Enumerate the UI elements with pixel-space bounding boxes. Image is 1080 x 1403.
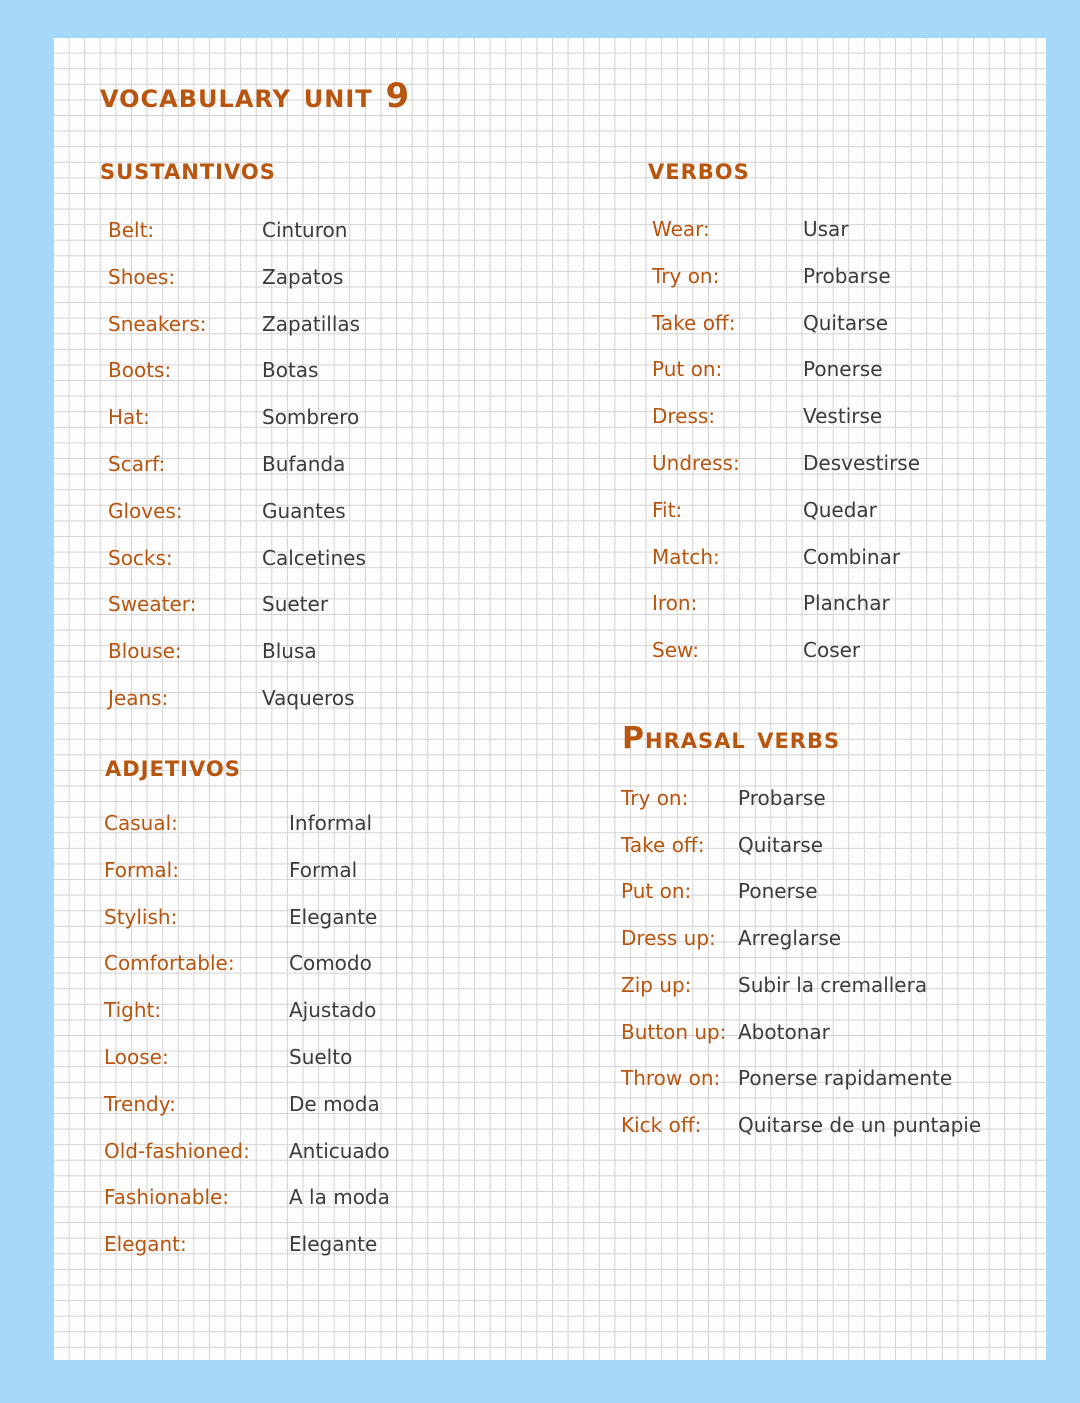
vocab-definition: De moda bbox=[289, 1091, 380, 1116]
vocab-row bbox=[652, 264, 1072, 294]
vocab-definition: Quitarse de un puntapie bbox=[738, 1112, 982, 1137]
vocab-row bbox=[108, 639, 528, 669]
vocab-term: Fit: bbox=[652, 497, 683, 522]
vocab-term: Stylish: bbox=[104, 904, 178, 929]
vocab-definition: Elegante bbox=[289, 904, 378, 929]
vocab-definition: Cinturon bbox=[262, 218, 348, 242]
vocab-row bbox=[621, 926, 1041, 956]
vocab-definition: Anticuado bbox=[289, 1138, 390, 1163]
vocab-definition: Quitarse bbox=[803, 310, 889, 335]
vocab-row bbox=[621, 973, 1041, 1003]
vocab-definition: Sombrero bbox=[262, 405, 360, 430]
vocab-term: Casual: bbox=[104, 811, 178, 835]
vocab-row bbox=[104, 1139, 524, 1169]
vocab-term: Put on: bbox=[621, 879, 692, 904]
vocab-definition: Quedar bbox=[803, 497, 877, 522]
page-title: vocabulary unit 9 bbox=[100, 76, 411, 116]
vocab-row bbox=[108, 546, 528, 576]
vocab-definition: Comodo bbox=[289, 951, 372, 976]
vocab-definition: Zapatillas bbox=[262, 311, 361, 336]
vocab-row bbox=[104, 858, 524, 888]
vocab-row bbox=[104, 998, 524, 1028]
vocab-definition: Desvestirse bbox=[803, 451, 921, 475]
vocab-row bbox=[652, 638, 1072, 668]
vocab-row bbox=[108, 312, 528, 342]
vocab-term: Sweater: bbox=[108, 592, 197, 617]
vocab-row bbox=[104, 1232, 524, 1262]
vocab-definition: Combinar bbox=[803, 544, 901, 569]
vocab-term: Hat: bbox=[108, 405, 150, 430]
vocab-row bbox=[621, 1113, 1041, 1143]
vocab-term: Dress: bbox=[652, 404, 716, 429]
vocab-definition: Guantes bbox=[262, 498, 346, 523]
vocab-row bbox=[104, 951, 524, 981]
vocab-row bbox=[108, 358, 528, 388]
vocab-term: Put on: bbox=[652, 357, 723, 382]
vocab-term: Scarf: bbox=[108, 452, 166, 476]
vocab-term: Elegant: bbox=[104, 1232, 187, 1257]
vocab-definition: Planchar bbox=[803, 591, 890, 616]
vocab-term: Boots: bbox=[108, 358, 172, 383]
vocab-row bbox=[621, 833, 1041, 863]
vocab-row bbox=[652, 404, 1072, 434]
heading-verbos: verbos bbox=[648, 152, 750, 187]
vocab-term: Shoes: bbox=[108, 264, 176, 289]
vocab-definition: Sueter bbox=[262, 592, 329, 617]
vocab-definition: Vaqueros bbox=[262, 686, 355, 710]
vocab-term: Blouse: bbox=[108, 639, 182, 664]
vocab-term: Trendy: bbox=[104, 1091, 176, 1116]
vocab-definition: A la moda bbox=[289, 1185, 390, 1210]
vocab-term: Jeans: bbox=[108, 686, 169, 710]
vocab-term: Formal: bbox=[104, 857, 179, 882]
vocab-term: Kick off: bbox=[621, 1112, 702, 1137]
vocab-definition: Informal bbox=[289, 811, 373, 835]
vocab-definition: Usar bbox=[803, 217, 849, 241]
vocab-term: Sew: bbox=[652, 638, 700, 663]
vocab-row bbox=[621, 1020, 1041, 1050]
vocab-term: Undress: bbox=[652, 451, 740, 475]
vocab-definition: Bufanda bbox=[262, 452, 346, 476]
vocab-term: Zip up: bbox=[621, 972, 692, 997]
vocab-term: Sneakers: bbox=[108, 311, 207, 336]
vocab-definition: Calcetines bbox=[262, 545, 366, 570]
vocab-term: Try on: bbox=[621, 786, 689, 810]
vocab-definition: Probarse bbox=[803, 263, 891, 288]
vocab-row bbox=[104, 1185, 524, 1215]
vocab-term: Old-fashioned: bbox=[104, 1138, 250, 1163]
vocab-row bbox=[108, 405, 528, 435]
vocab-term: Tight: bbox=[104, 998, 162, 1023]
vocab-row bbox=[652, 217, 1072, 247]
vocab-definition: Coser bbox=[803, 638, 861, 663]
vocab-row bbox=[621, 1066, 1041, 1096]
vocab-term: Take off: bbox=[652, 310, 736, 335]
vocab-definition: Formal bbox=[289, 857, 358, 882]
vocab-row bbox=[104, 811, 524, 841]
vocab-definition: Blusa bbox=[262, 639, 317, 664]
vocab-term: Try on: bbox=[652, 263, 720, 288]
vocab-definition: Arreglarse bbox=[738, 926, 842, 951]
vocab-term: Iron: bbox=[652, 591, 698, 616]
vocab-row bbox=[621, 879, 1041, 909]
vocab-term: Loose: bbox=[104, 1045, 169, 1069]
vocab-term: Fashionable: bbox=[104, 1185, 230, 1210]
vocab-term: Match: bbox=[652, 544, 720, 569]
vocab-definition: Probarse bbox=[738, 786, 826, 810]
vocab-row bbox=[108, 265, 528, 295]
vocab-row bbox=[108, 452, 528, 482]
vocab-definition: Elegante bbox=[289, 1232, 378, 1257]
vocab-row bbox=[652, 311, 1072, 341]
vocab-definition: Zapatos bbox=[262, 264, 344, 289]
vocab-row bbox=[104, 1092, 524, 1122]
vocab-definition: Ponerse bbox=[803, 357, 883, 382]
vocab-term: Take off: bbox=[621, 832, 705, 857]
vocab-row bbox=[652, 498, 1072, 528]
vocab-row bbox=[104, 905, 524, 935]
heading-adjetivos: adjetivos bbox=[105, 749, 241, 784]
vocab-definition: Quitarse bbox=[738, 832, 824, 857]
vocab-row bbox=[652, 451, 1072, 481]
vocab-definition: Abotonar bbox=[738, 1019, 830, 1044]
vocab-term: Belt: bbox=[108, 218, 155, 242]
vocab-term: Gloves: bbox=[108, 498, 183, 523]
vocab-term: Socks: bbox=[108, 545, 173, 570]
vocab-row bbox=[621, 786, 1041, 816]
vocab-row bbox=[108, 686, 528, 716]
vocab-row bbox=[104, 1045, 524, 1075]
vocab-definition: Ponerse rapidamente bbox=[738, 1066, 953, 1091]
vocab-definition: Ajustado bbox=[289, 998, 377, 1023]
vocab-term: Wear: bbox=[652, 217, 710, 241]
vocab-definition: Botas bbox=[262, 358, 319, 383]
vocab-row bbox=[652, 591, 1072, 621]
vocab-term: Comfortable: bbox=[104, 951, 235, 976]
heading-sustantivos: sustantivos bbox=[100, 152, 276, 187]
vocab-term: Throw on: bbox=[621, 1066, 721, 1091]
vocab-row bbox=[652, 545, 1072, 575]
vocab-definition: Vestirse bbox=[803, 404, 883, 429]
vocab-row bbox=[108, 218, 528, 248]
vocab-row bbox=[652, 357, 1072, 387]
heading-phrasal-verbs: Phrasal verbs bbox=[622, 721, 841, 756]
vocab-row bbox=[108, 499, 528, 529]
vocab-definition: Subir la cremallera bbox=[738, 972, 928, 997]
vocab-row bbox=[108, 592, 528, 622]
vocab-term: Button up: bbox=[621, 1019, 727, 1044]
vocab-definition: Suelto bbox=[289, 1045, 353, 1069]
vocab-term: Dress up: bbox=[621, 926, 716, 951]
vocab-definition: Ponerse bbox=[738, 879, 818, 904]
